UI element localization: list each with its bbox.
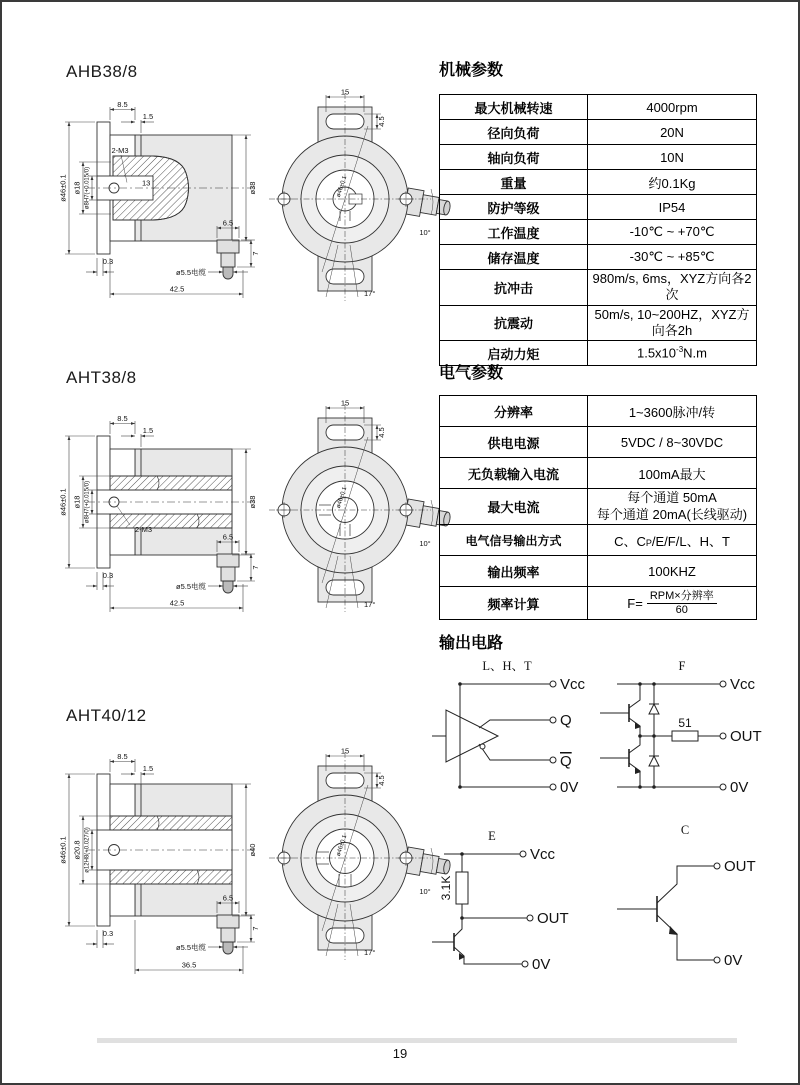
terminal-vcc: Vcc (730, 676, 756, 693)
dim-cable: ø5.5电缆 (175, 582, 206, 591)
circuit-f (600, 659, 762, 796)
dim-outer-dia: ø46±0.1 (58, 836, 68, 864)
page-number: 19 (392, 1046, 408, 1061)
output-modes-sub: P (645, 537, 652, 548)
param-label: 最大电流 (440, 489, 588, 525)
dim-slot-height: 4.5 (377, 427, 386, 438)
output-circuits-title: 输出电路 (439, 635, 504, 652)
dim-outer-dia: ø46±0.1 (58, 488, 68, 516)
dim-front-dia: ø46±0.1 (335, 175, 349, 199)
dim-step: 1.5 (142, 426, 154, 435)
cable-gland (217, 915, 239, 954)
model-title-aht40-12: AHT40/12 (66, 706, 147, 725)
table-row (440, 270, 757, 306)
side-view-drawing-ahb38-8 (57, 94, 262, 309)
param-label: 储存温度 (440, 245, 588, 270)
dim-slot-width: 15 (340, 87, 350, 97)
formula-denominator: 60 (675, 603, 688, 616)
resistor-51: 51 (678, 716, 692, 730)
table-row (440, 489, 757, 525)
param-value: 约0.1Kg (588, 170, 757, 195)
table-row (440, 427, 757, 458)
dim-cable: ø5.5电缆 (175, 268, 206, 277)
dim-hub-dia: ø18 (72, 495, 82, 509)
dim-slot-height: 4.5 (377, 116, 386, 127)
front-view-drawing-aht40-12 (257, 746, 437, 966)
front-view-drawing-ahb38-8 (257, 87, 437, 307)
dim-shaft-dia: ø8H7(+0.015/0) (84, 166, 91, 210)
dim-hub-dia: ø20.8 (72, 840, 82, 860)
dim-hub-dia: ø18 (72, 181, 82, 195)
front-view-drawing-aht38-8 (257, 398, 437, 618)
dim-gland-height: 7 (251, 251, 260, 256)
dim-gland-width: 6.5 (222, 532, 234, 542)
electrical-params-table (439, 395, 757, 620)
output-modes-pre: C、C (614, 533, 646, 549)
dim-shaft-dia: ø8H7(+0.015/0) (84, 480, 91, 524)
table-row (440, 396, 757, 427)
param-label: 无负载输入电流 (440, 458, 588, 489)
table-row (440, 220, 757, 245)
cable-gland (217, 554, 239, 593)
terminal-out: OUT (724, 858, 756, 875)
table-row (440, 145, 757, 170)
terminal-q-bar: Q (560, 753, 572, 770)
dim-body-dia: ø40 (248, 843, 257, 857)
param-label: 最大机械转速 (440, 95, 588, 120)
model-title-aht38-8: AHT38/8 (66, 368, 137, 387)
param-value: 10N (588, 145, 757, 170)
table-row (440, 556, 757, 587)
circuit-c (617, 823, 756, 969)
param-value: 1~3600脉冲/转 (588, 396, 757, 427)
side-view-drawing-aht38-8 (57, 398, 262, 633)
param-value (588, 341, 757, 366)
circuit-c-label: C (680, 823, 690, 837)
table-row (440, 525, 757, 556)
param-label: 启动力矩 (440, 341, 588, 366)
table-row (440, 195, 757, 220)
dim-front-dia: ø46±0.1 (335, 834, 349, 858)
terminal-0v: 0V (724, 952, 743, 969)
torque-base: 1.5x10 (636, 345, 677, 361)
param-label: 电气信号输出方式 (440, 525, 588, 556)
mechanical-params-title: 机械参数 (439, 62, 504, 79)
circuit-lht-label: L、H、T (482, 659, 532, 673)
dim-body-dia: ø38 (248, 181, 257, 195)
max-current-line2: 每个通道 20mA(长线驱动) (596, 506, 748, 522)
resistor-3-1k: 3.1K (439, 875, 453, 901)
param-label: 供电电源 (440, 427, 588, 458)
dim-slot-angle: 17° (364, 948, 376, 957)
dim-gland-width: 6.5 (222, 893, 234, 903)
dim-shaft-dia: ø12H8(+0.027/0) (84, 827, 91, 873)
param-value: 4000rpm (588, 95, 757, 120)
dim-body-dia: ø38 (248, 495, 257, 509)
dim-gap: 0.3 (102, 571, 114, 580)
footer-divider (97, 1038, 737, 1043)
dim-slot-width: 15 (340, 746, 350, 756)
dim-flange-width: 8.5 (117, 414, 128, 423)
dim-gland-width: 6.5 (222, 218, 234, 228)
dim-cable-angle: 10° (419, 539, 431, 548)
param-value: IP54 (588, 195, 757, 220)
dim-gap: 0.3 (102, 929, 114, 938)
output-modes-post: /E/F/L、H、T (651, 533, 730, 549)
param-label: 抗震动 (440, 305, 588, 341)
dim-flange-width: 8.5 (117, 752, 128, 761)
torque-exponent: -3 (676, 345, 684, 355)
table-row (440, 120, 757, 145)
param-value: 20N (588, 120, 757, 145)
model-title-ahb38-8: AHB38/8 (66, 62, 138, 81)
param-value (588, 587, 757, 620)
circuit-e (432, 829, 569, 973)
torque-unit: N.m (683, 345, 707, 361)
terminal-vcc: Vcc (530, 846, 556, 863)
terminal-0v: 0V (560, 779, 579, 796)
table-row (440, 245, 757, 270)
output-circuit-diagrams (432, 654, 772, 994)
dim-flange-width: 8.5 (117, 100, 128, 109)
terminal-out: OUT (537, 910, 569, 927)
dim-hole-depth: 13 (142, 178, 151, 188)
terminal-0v: 0V (730, 779, 749, 796)
terminal-vcc: Vcc (560, 676, 586, 693)
dim-slot-height: 4.5 (377, 775, 386, 786)
dim-slot-angle: 17° (364, 600, 376, 609)
table-row (440, 458, 757, 489)
formula-numerator: RPM×分辨率 (647, 590, 717, 604)
terminal-0v: 0V (532, 956, 551, 973)
terminal-q: Q (560, 712, 572, 729)
param-label: 工作温度 (440, 220, 588, 245)
dim-cable: ø5.5电缆 (175, 943, 206, 952)
cable-gland (217, 240, 239, 279)
terminal-out: OUT (730, 728, 762, 745)
dim-gap: 0.3 (102, 257, 114, 266)
param-value: -30℃ ~ +85℃ (588, 245, 757, 270)
param-value: 100KHZ (588, 556, 757, 587)
param-label: 分辨率 (440, 396, 588, 427)
param-value: 50m/s, 10~200HZ，XYZ方向各2h (588, 305, 757, 341)
dim-slot-angle: 17° (364, 289, 376, 298)
dim-step: 1.5 (142, 112, 154, 121)
dim-slot-width: 15 (340, 398, 350, 408)
param-label: 轴向负荷 (440, 145, 588, 170)
dim-length: 42.5 (169, 284, 185, 294)
dim-step: 1.5 (142, 764, 154, 773)
param-label: 防护等级 (440, 195, 588, 220)
dim-gland-height: 7 (251, 926, 260, 931)
mechanical-params-table (439, 94, 757, 366)
side-view-drawing-aht40-12 (57, 730, 262, 992)
param-value: 5VDC / 8~30VDC (588, 427, 757, 458)
dim-length: 42.5 (169, 598, 185, 608)
circuit-lht (432, 659, 586, 796)
param-value (588, 525, 757, 556)
param-value (588, 489, 757, 525)
dim-thread: 2-M3 (135, 525, 153, 534)
table-row (440, 95, 757, 120)
table-row (440, 587, 757, 620)
electrical-params-title: 电气参数 (439, 365, 504, 382)
dim-cable-angle: 10° (419, 228, 431, 237)
dim-front-dia: ø46±0.1 (335, 486, 349, 510)
param-label: 径向负荷 (440, 120, 588, 145)
circuit-e-label: E (488, 829, 496, 843)
max-current-line1: 每个通道 50mA (627, 490, 717, 506)
dim-thread: 2-M3 (111, 146, 129, 155)
param-value: -10℃ ~ +70℃ (588, 220, 757, 245)
circuit-f-label: F (678, 659, 686, 673)
formula-lhs: F= (627, 595, 643, 611)
param-value: 100mA最大 (588, 458, 757, 489)
param-label: 输出频率 (440, 556, 588, 587)
table-row (440, 305, 757, 341)
param-label: 重量 (440, 170, 588, 195)
dim-cable-angle: 10° (419, 887, 431, 896)
dim-gland-height: 7 (251, 565, 260, 570)
param-value: 980m/s, 6ms，XYZ方向各2次 (588, 270, 757, 306)
param-label: 频率计算 (440, 587, 588, 620)
table-row (440, 170, 757, 195)
dim-length: 36.5 (181, 960, 197, 970)
dim-outer-dia: ø46±0.1 (58, 174, 68, 202)
param-label: 抗冲击 (440, 270, 588, 306)
